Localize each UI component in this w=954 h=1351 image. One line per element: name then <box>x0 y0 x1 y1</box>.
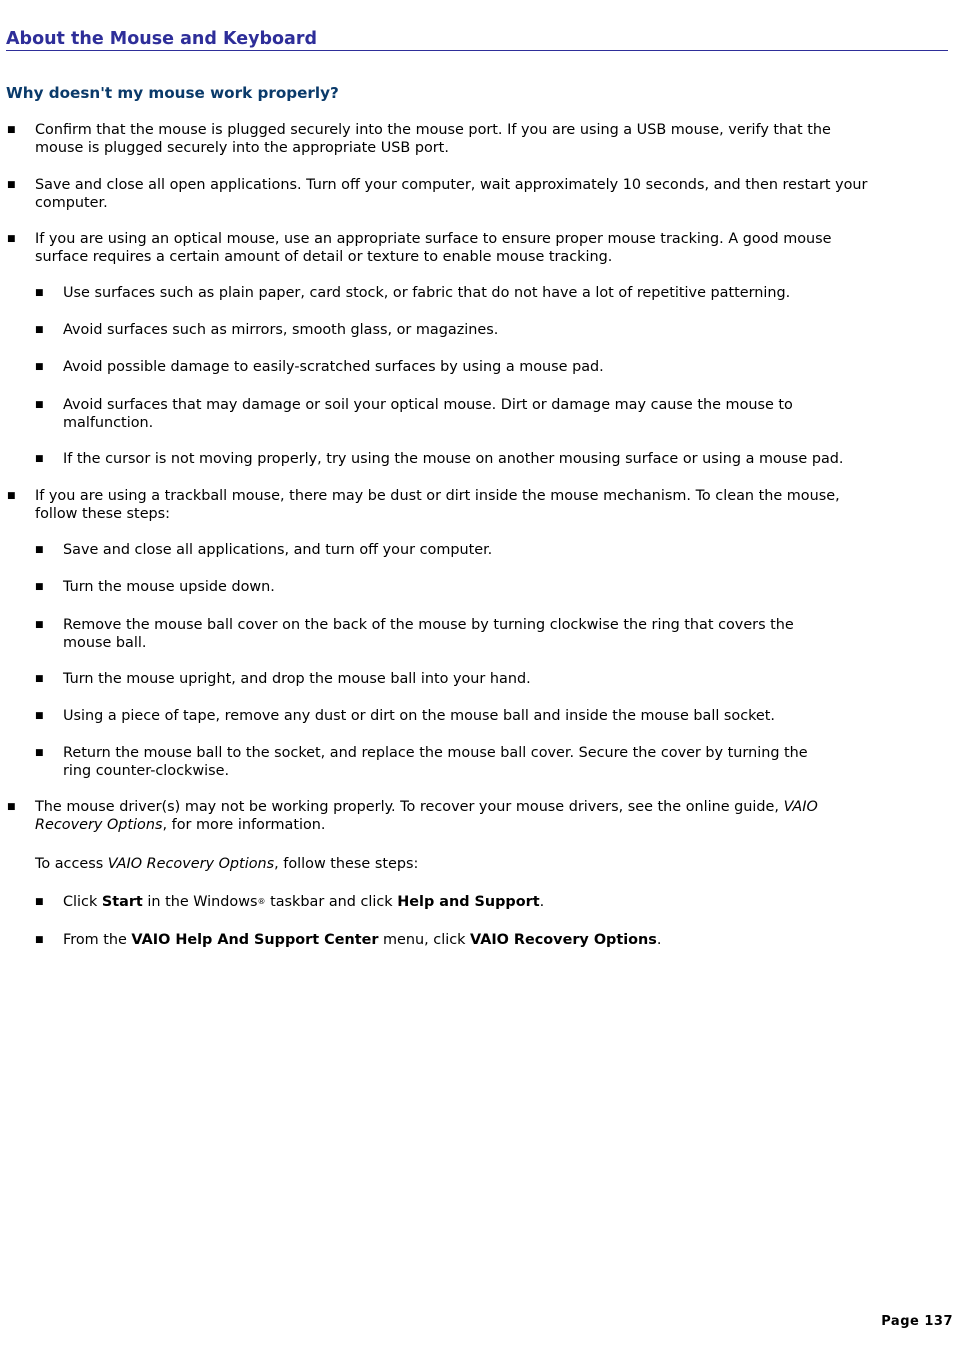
list-item-line: computer. <box>35 195 108 211</box>
list-item-line: Confirm that the mouse is plugged securely into the mouse port. If you are using a USB mouse, verify that the <box>35 122 831 138</box>
list-item-line: From the VAIO Help And Support Center menu, click VAIO Recovery Options. <box>63 932 662 948</box>
list-item <box>7 798 925 834</box>
bullet-icon: ■ <box>35 935 44 945</box>
list-item-line: surface requires a certain amount of detail or texture to enable mouse tracking. <box>35 249 613 265</box>
sub-list-item <box>35 396 933 432</box>
list-item-line: Save and close all applications, and turn off your computer. <box>63 542 493 558</box>
list-item-line: Recovery Options, for more information. <box>35 817 326 833</box>
list-item <box>7 121 925 157</box>
access-paragraph: To access VAIO Recovery Options, follow these steps: <box>35 856 419 872</box>
bullet-icon: ■ <box>35 711 44 721</box>
bullet-icon: ■ <box>35 400 44 410</box>
bullet-icon: ■ <box>7 234 16 244</box>
list-item-line: If you are using an optical mouse, use an appropriate surface to ensure proper mouse tracking. A good mouse <box>35 231 832 247</box>
list-item-line: Avoid possible damage to easily-scratched surfaces by using a mouse pad. <box>63 359 604 375</box>
list-item-line: mouse is plugged securely into the appropriate USB port. <box>35 140 449 156</box>
sub-list-item <box>35 541 933 559</box>
page-title: About the Mouse and Keyboard <box>6 29 948 51</box>
list-item-line: Remove the mouse ball cover on the back of the mouse by turning clockwise the ring that covers the <box>63 617 794 633</box>
sub-list-item <box>35 893 933 911</box>
list-item-line: follow these steps: <box>35 506 171 522</box>
list-item-line: Turn the mouse upright, and drop the mouse ball into your hand. <box>63 671 531 687</box>
page-number: Page 137 <box>881 1314 953 1329</box>
guide-name-italic: Recovery Options <box>35 817 163 833</box>
sub-list-item <box>35 578 933 596</box>
recovery-options-label: VAIO Recovery Options <box>470 932 657 948</box>
list-item-line: malfunction. <box>63 415 154 431</box>
bullet-icon: ■ <box>35 674 44 684</box>
bullet-icon: ■ <box>7 180 16 190</box>
bullet-icon: ■ <box>35 362 44 372</box>
bullet-icon: ■ <box>7 125 16 135</box>
list-item <box>7 230 925 266</box>
section-title: Why doesn't my mouse work properly? <box>6 84 339 102</box>
bullet-icon: ■ <box>35 897 44 907</box>
registered-mark: ® <box>257 897 266 906</box>
list-item-line: If the cursor is not moving properly, try using the mouse on another mousing surface or using a mouse pad. <box>63 451 844 467</box>
sub-list-item <box>35 670 933 688</box>
sub-list-item <box>35 616 933 652</box>
sub-list-item <box>35 358 933 376</box>
bullet-icon: ■ <box>35 325 44 335</box>
list-item <box>7 487 925 523</box>
list-item-line: Save and close all open applications. Turn off your computer, wait approximately 10 seconds, and then restart your <box>35 177 868 193</box>
bullet-icon: ■ <box>35 582 44 592</box>
list-item-line: Use surfaces such as plain paper, card stock, or fabric that do not have a lot of repetitive patterning. <box>63 285 791 301</box>
bullet-icon: ■ <box>35 288 44 298</box>
list-item-line: Click Start in the Windows® taskbar and click Help and Support. <box>63 894 545 910</box>
bullet-icon: ■ <box>35 620 44 630</box>
list-item-line: Using a piece of tape, remove any dust or dirt on the mouse ball and inside the mouse ball socket. <box>63 708 775 724</box>
sub-list-item <box>35 744 933 780</box>
sub-list-item <box>35 321 933 339</box>
bullet-icon: ■ <box>7 802 16 812</box>
guide-name-italic: VAIO <box>783 799 818 815</box>
sub-list-item <box>35 450 933 468</box>
list-item-line: Turn the mouse upside down. <box>63 579 275 595</box>
list-item-line: The mouse driver(s) may not be working properly. To recover your mouse drivers, see the online guide, VAIO <box>35 799 818 815</box>
sub-list-item <box>35 931 933 949</box>
list-item-line: mouse ball. <box>63 635 147 651</box>
bullet-icon: ■ <box>35 454 44 464</box>
bullet-icon: ■ <box>7 491 16 501</box>
list-item-line: Avoid surfaces such as mirrors, smooth glass, or magazines. <box>63 322 499 338</box>
sub-list-item <box>35 707 933 725</box>
bullet-icon: ■ <box>35 545 44 555</box>
list-item-line: Return the mouse ball to the socket, and replace the mouse ball cover. Secure the cover by turning the <box>63 745 808 761</box>
list-item-line: ring counter-clockwise. <box>63 763 230 779</box>
list-item-line: Avoid surfaces that may damage or soil your optical mouse. Dirt or damage may cause the mouse to <box>63 397 793 413</box>
help-and-support-label: Help and Support <box>397 894 540 910</box>
list-item-line: If you are using a trackball mouse, there may be dust or dirt inside the mouse mechanism. To clean the mouse, <box>35 488 840 504</box>
start-label: Start <box>101 894 143 910</box>
help-center-label: VAIO Help And Support Center <box>131 932 379 948</box>
list-item <box>7 176 925 212</box>
bullet-icon: ■ <box>35 748 44 758</box>
sub-list-item <box>35 284 933 302</box>
